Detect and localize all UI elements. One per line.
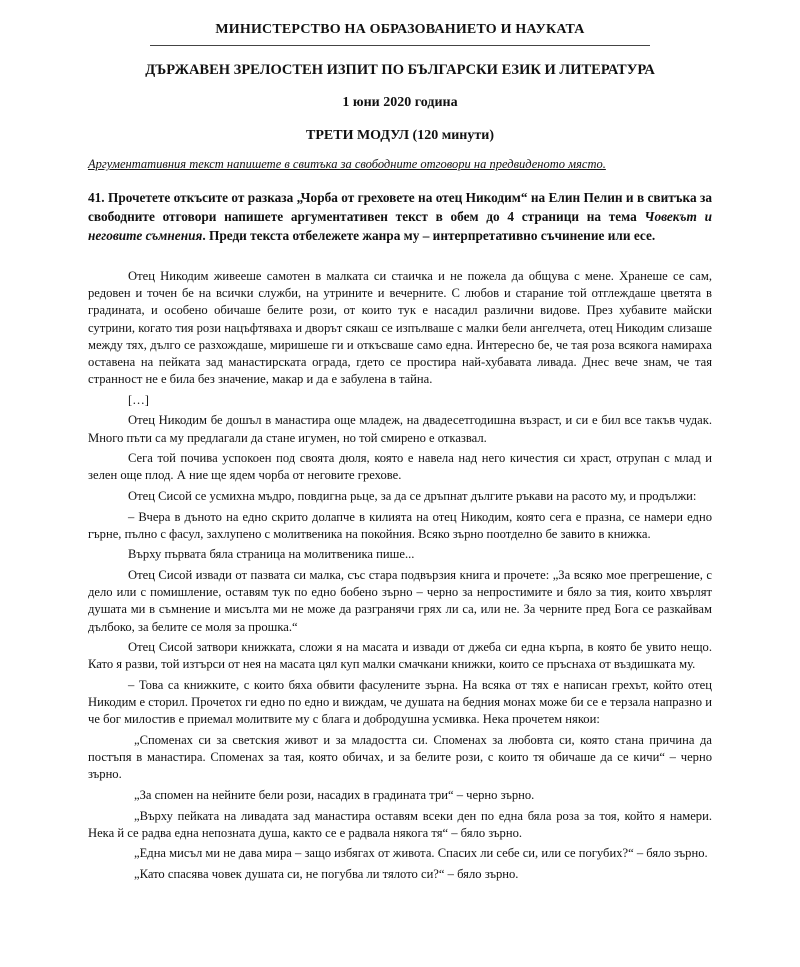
quote-paragraph: „Като спасява човек душата си, не погубва ли тялото си?“ – бяло зърно. <box>134 866 519 881</box>
paragraph: Отец Никодим бе дошъл в манастира още младеж, на двадесетгодишна възраст, и си е бил все такъв чудак. Много пъти са му предлагали да стане игумен, но той смирено е отказвал. <box>88 413 712 445</box>
task-41 <box>88 188 712 245</box>
quote-paragraph: „Споменах си за светския живот и за младостта си. Споменах за любовта си, която стана причина да постъпя в манастира. Споменах за тая, която обичах, и за белите рози, с които тя обичаше да се кичи“ – черно зърно. <box>88 732 712 782</box>
quote-paragraph: „Една мисъл ми не дава мира – защо избягах от живота. Спасих ли себе си, или се погубих?“ – бяло зърно. <box>134 846 708 861</box>
paragraph: Отец Сисой се усмихна мъдро, повдигна рьце, за да се дръпнат дългите ръкави на расото му, и продължи: <box>128 489 697 503</box>
exam-title: ДЪРЖАВЕН ЗРЕЛОСТЕН ИЗПИТ ПО БЪЛГАРСКИ ЕЗИК И ЛИТЕРАТУРА <box>145 62 655 78</box>
task-text-part1: 41. Прочетете откъсите от разказа „Чорба от греховете на отец Никодим“ на Елин Пелин и в свитъка за свободните отговори напишете аргументативен текст в обем до 4 страници на тема <box>88 190 712 224</box>
paragraph: Отец Сисой затвори книжката, сложи я на масата и извади от джеба си една кърпа, в която бе увито нещо. Като я разви, той изтърси от нея на масата цял куп малки смачкани книжки, които се пръснаха от въздишката му. <box>88 640 712 672</box>
story-excerpt <box>88 268 712 887</box>
task-text-part2: . Преди текста отбележете жанра му – интерпретативно съчинение или есе. <box>202 228 656 243</box>
paragraph: Отец Сисой извади от пазвата си малка, със стара подвързия книга и прочете: „За всяко мое прегрешение, с дело или с помишление, оставям тук по едно бобено зърно – черно за непростимите и бяло за тия, които хвърлят душата ми в съмнение и мисълта ми не може да разгранячи грях ли са, или не. За черните пред Бога се разкайвам дълбоко, за белите се моля за прошка.“ <box>88 567 712 634</box>
task-theme: Човекът и неговите съмнения <box>88 209 712 243</box>
instruction-note: Аргументативния текст напишете в свитъка за свободните отговори на предвиденото място. <box>88 157 606 171</box>
header-divider <box>150 45 650 46</box>
exam-date: 1 юни 2020 година <box>342 95 458 110</box>
paragraph: – Вчера в дъното на едно скрито долапче в килията на отец Никодим, която сега е празна, се намери едно гърне, пълно с фасул, захлупено с молитвеника на покойния. Всяко зърно поотделно бе завито в книжка. <box>88 509 712 541</box>
quote-paragraph: „За спомен на нейните бели рози, насадих в градината три“ – черно зърно. <box>134 787 535 802</box>
paragraph: – Това са книжките, с които бяха обвити фасулените зърна. На всяка от тях е написан грехът, който отец Никодим е сторил. Прочетох ги едно по едно и виждам, че душата на бедния монах може би се е терзала напразно и че бог милостив е приемал молитвите му с блага и добродушна усмивка. Нека прочетем някои: <box>88 677 712 727</box>
quote-paragraph: „Върху пейката на ливадата зад манастира оставям всеки ден по една бяла роза за тоя, който я намери. Нека й се радва една непозната душа, както се е радвала някога тя“ – бяло зърно. <box>88 808 712 840</box>
paragraph: Върху първата бяла страница на молитвеника пише... <box>128 547 415 562</box>
paragraph: Отец Никодим живееше самотен в малката си стаичка и не пожела да общува с мене. Хранеше се сам, редовен и точен бе на всички служби, на утрините и вечерните. С любов и старание той отглеждаше цветята в градината, и особено обичаше белите рози, от които тук е насадил различни видове. През хубавите майски сутрини, когато тия рози нацъфтяваха и дворът сякаш се изпълваше с малки бели ангелчета, отец Никодим слизаше между тях, дълго се разхождаше, миришеше ги и откъсваше само една. Интересно бе, че тая роза всякога намираха оставена на пейката зад манастирската ограда, гдето се простира най-хубавата ливада. Днес вече знам, че тая странност не е била без значение, макар и да е забулена в тайна. <box>88 269 712 387</box>
paragraph: Сега той почива успокоен под своята дюля, която е навела над него кичестия си храст, отрупан с млад и зелен още плод. А ние ще ядем чорба от неговите грехове. <box>88 451 712 483</box>
paragraph: […] <box>128 392 149 407</box>
ministry-title: МИНИСТЕРСТВО НА ОБРАЗОВАНИЕТО И НАУКАТА <box>215 22 585 37</box>
module-title: ТРЕТИ МОДУЛ (120 минути) <box>306 128 494 143</box>
